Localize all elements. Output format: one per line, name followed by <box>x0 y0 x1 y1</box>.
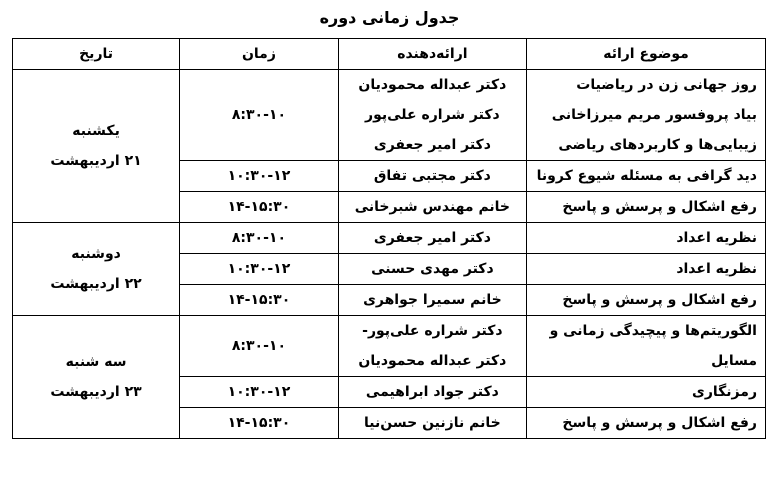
header-presenter: ارائه‌دهنده <box>338 39 526 70</box>
time-cell: ۱۴-۱۵:۳۰ <box>180 192 339 223</box>
day-date: ۲۳ اردیبهشت <box>50 384 142 400</box>
header-row <box>13 39 766 70</box>
presenter-line: دکتر عبداله محمودیان <box>358 77 507 93</box>
table-row <box>13 223 766 254</box>
topic-cell: رمزنگاری <box>527 377 766 408</box>
presenter-cell: دکتر امیر جعفری <box>338 223 526 254</box>
topic-cell: رفع اشکال و پرسش و پاسخ <box>527 285 766 316</box>
date-cell <box>13 316 180 439</box>
topic-cell: نظریه اعداد <box>527 254 766 285</box>
day-name: سه شنبه <box>65 354 127 370</box>
time-cell: ۸:۳۰-۱۰ <box>180 223 339 254</box>
table-row <box>13 316 766 377</box>
presenter-line: دکتر شراره علی‌پور <box>365 107 500 123</box>
time-cell: ۱۴-۱۵:۳۰ <box>180 285 339 316</box>
day-name: دوشنبه <box>71 246 121 262</box>
presenter-cell: دکتر جواد ابراهیمی <box>338 377 526 408</box>
day-name: یکشنبه <box>72 123 120 139</box>
presenter-cell: دکتر مهدی حسنی <box>338 254 526 285</box>
topic-cell: رفع اشکال و پرسش و پاسخ <box>527 192 766 223</box>
header-topic: موضوع ارائه <box>527 39 766 70</box>
day-date: ۲۱ اردیبهشت <box>50 153 142 169</box>
presenter-cell: خانم سمیرا جواهری <box>338 285 526 316</box>
time-cell: ۸:۳۰-۱۰ <box>180 70 339 161</box>
presenter-line: دکتر شراره علی‌پور- <box>362 323 503 339</box>
topic-cell: نظریه اعداد <box>527 223 766 254</box>
presenter-line: دکتر امیر جعفری <box>373 137 491 153</box>
day-date: ۲۲ اردیبهشت <box>50 276 142 292</box>
page-title: جدول زمانی دوره <box>319 8 460 27</box>
topic-cell: دید گرافی به مسئله شیوع کرونا <box>527 161 766 192</box>
date-cell <box>13 223 180 316</box>
presenter-cell: خانم نازنین حسن‌نیا <box>338 408 526 439</box>
header-date: تاریخ <box>13 39 180 70</box>
topic-line: مسایل <box>711 353 757 369</box>
topic-line: روز جهانی زن در ریاضیات <box>576 77 757 93</box>
topic-line: بیاد پروفسور مریم میرزاخانی <box>551 107 757 123</box>
time-cell: ۱۰:۳۰-۱۲ <box>180 161 339 192</box>
topic-line: الگوریتم‌ها و پیچیدگی زمانی و <box>549 323 757 339</box>
presenter-cell: خانم مهندس شبرخانی <box>338 192 526 223</box>
presenter-cell <box>338 316 526 377</box>
topic-cell <box>527 70 766 161</box>
topic-cell <box>527 316 766 377</box>
header-time: زمان <box>180 39 339 70</box>
time-cell: ۱۰:۳۰-۱۲ <box>180 254 339 285</box>
date-cell <box>13 70 180 223</box>
presenter-cell <box>338 70 526 161</box>
time-cell: ۱۴-۱۵:۳۰ <box>180 408 339 439</box>
table-row <box>13 70 766 161</box>
time-cell: ۸:۳۰-۱۰ <box>180 316 339 377</box>
schedule-table <box>12 38 766 439</box>
topic-line: زیبایی‌ها و کاربردهای ریاضی <box>558 137 757 153</box>
presenter-cell: دکتر مجتبی تفاق <box>338 161 526 192</box>
topic-cell: رفع اشکال و پرسش و پاسخ <box>527 408 766 439</box>
time-cell: ۱۰:۳۰-۱۲ <box>180 377 339 408</box>
presenter-line: دکتر عبداله محمودیان <box>358 353 507 369</box>
